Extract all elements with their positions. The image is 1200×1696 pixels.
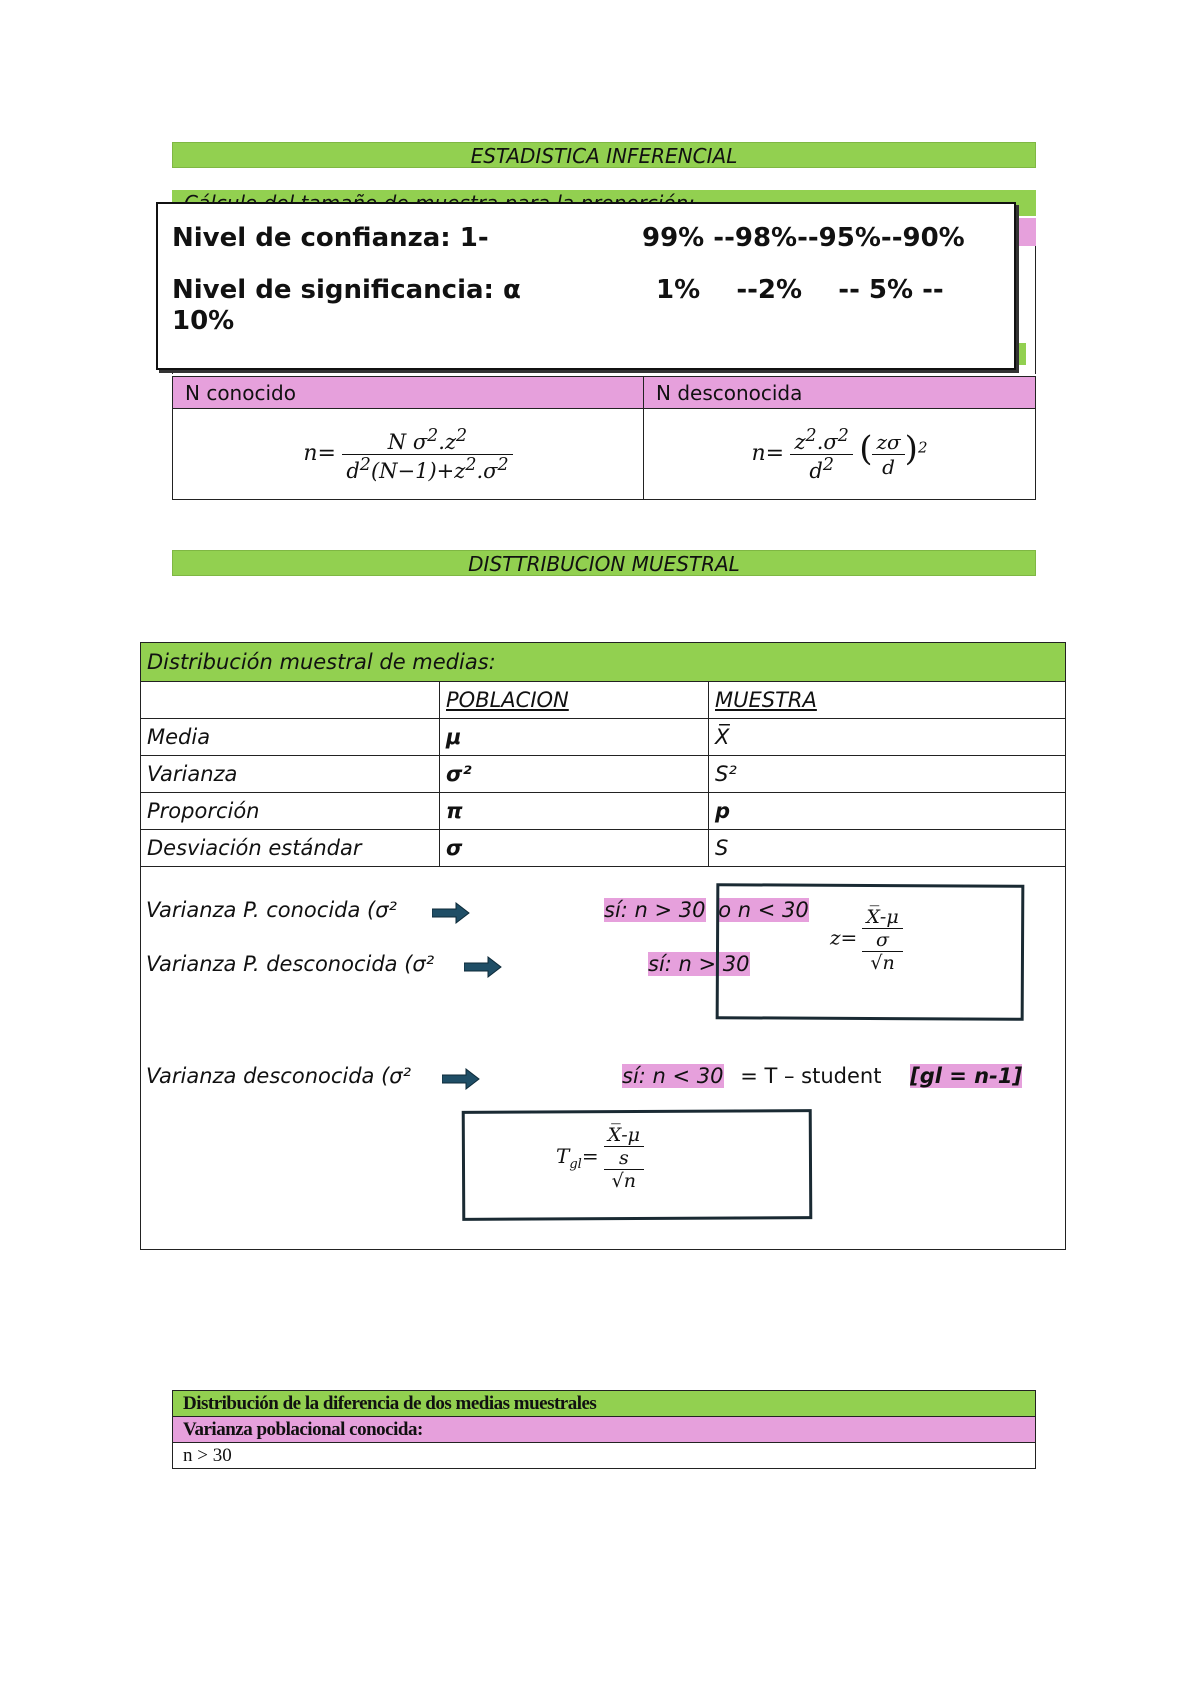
row-mue-media: X̅ — [709, 719, 1066, 756]
line3-cond: sí: n < 30 — [622, 1064, 724, 1088]
arrow-right-icon — [464, 956, 502, 978]
sample-size-header — [173, 377, 1036, 409]
fraction-n-conocido: $\frac{N \sigma^2.z^2}{d^2(N-1)+z^2.\sigma^2}$ — [342, 426, 512, 483]
diff-cond: n > 30 — [173, 1443, 1036, 1469]
dm-row-desviacion — [141, 830, 1066, 867]
fraction-n-desconocida: $\frac{z^2.\sigma^2}{d^2}$ — [790, 426, 852, 483]
confidence-label: Nivel de confianza: 1- — [172, 223, 489, 253]
confidence-level-box — [156, 202, 1016, 370]
header-muestra-text: MUESTRA — [715, 688, 817, 712]
diff-title-row — [173, 1391, 1036, 1417]
row-mue-desviacion: S — [709, 830, 1066, 867]
row-mue-varianza: S² — [709, 756, 1066, 793]
row-label-media: Media — [141, 719, 440, 756]
line2-label: Varianza P. desconocida (σ² — [146, 952, 435, 976]
t-formula: $T_{gl}=$ X̅-μ s √n — [556, 1124, 644, 1192]
diff-subtitle: Varianza poblacional conocida: — [173, 1417, 1036, 1443]
dm-header-empty — [141, 682, 440, 719]
line1-cond-a: sí: n > 30 — [604, 898, 706, 922]
arrow-right-icon — [432, 902, 470, 924]
line1-label: Varianza P. conocida (σ² — [146, 898, 397, 922]
line3-condition — [622, 1064, 1022, 1088]
diff-title: Distribución de la diferencia de dos medias muestrales — [173, 1391, 1036, 1417]
formula-n-desconocida: n= $\frac{z^2.\sigma^2}{d^2}$ ( $\frac{z\sigma}{d}$ )$^2$ — [644, 409, 1036, 500]
banner-estadistica-inferencial: ESTADISTICA INFERENCIAL — [172, 142, 1036, 168]
dm-title: Distribución muestral de medias: — [141, 643, 1066, 682]
row-pob-varianza: σ² — [440, 756, 709, 793]
significance-continued: 10% — [172, 306, 235, 336]
formula-n-conocido: n= $\frac{N \sigma^2.z^2}{d^2(N-1)+z^2.\sigma^2}$ — [173, 409, 644, 500]
line2-condition: sí: n > 30 — [648, 952, 750, 976]
significance-label: Nivel de significancia: α — [172, 275, 521, 305]
banner-distribucion-muestral: DISTTRIBUCION MUESTRAL — [172, 550, 1036, 576]
line3-label: Varianza desconocida (σ² — [146, 1064, 412, 1088]
dm-header-poblacion — [440, 682, 709, 719]
row-pob-proporcion: π — [440, 793, 709, 830]
sample-size-formulas — [173, 409, 1036, 500]
z-formula: z= X̅-μ σ √n — [830, 906, 903, 974]
dm-header-row — [141, 682, 1066, 719]
confidence-row — [172, 212, 1000, 264]
row-pob-media: μ — [440, 719, 709, 756]
dm-row-proporcion — [141, 793, 1066, 830]
row-label-desviacion: Desviación estándar — [141, 830, 440, 867]
row-label-proporcion: Proporción — [141, 793, 440, 830]
line1-cond-b: o n < 30 — [718, 898, 809, 922]
arrow-right-icon — [442, 1068, 480, 1090]
line3-tail: = T – student — [740, 1064, 882, 1088]
row-pob-desviacion: σ — [440, 830, 709, 867]
header-n-desconocida: N desconocida — [644, 377, 1036, 409]
row-mue-proporcion: p — [709, 793, 1066, 830]
significance-row — [172, 264, 1000, 316]
confidence-values: 99% --98%--95%--90% — [642, 223, 965, 253]
dm-header-muestra — [709, 682, 1066, 719]
dm-row-varianza — [141, 756, 1066, 793]
diff-subtitle-row — [173, 1417, 1036, 1443]
significance-values: 1% --2% -- 5% -- — [656, 275, 944, 305]
header-n-conocido: N conocido — [173, 377, 644, 409]
line3-gl: [gl = n-1] — [910, 1064, 1023, 1088]
dm-row-media — [141, 719, 1066, 756]
difference-of-means-table — [172, 1390, 1036, 1469]
sample-size-table — [172, 376, 1036, 500]
header-poblacion-text: POBLACION — [446, 688, 569, 712]
diff-cond-row — [173, 1443, 1036, 1469]
dm-title-row — [141, 643, 1066, 682]
row-label-varianza: Varianza — [141, 756, 440, 793]
